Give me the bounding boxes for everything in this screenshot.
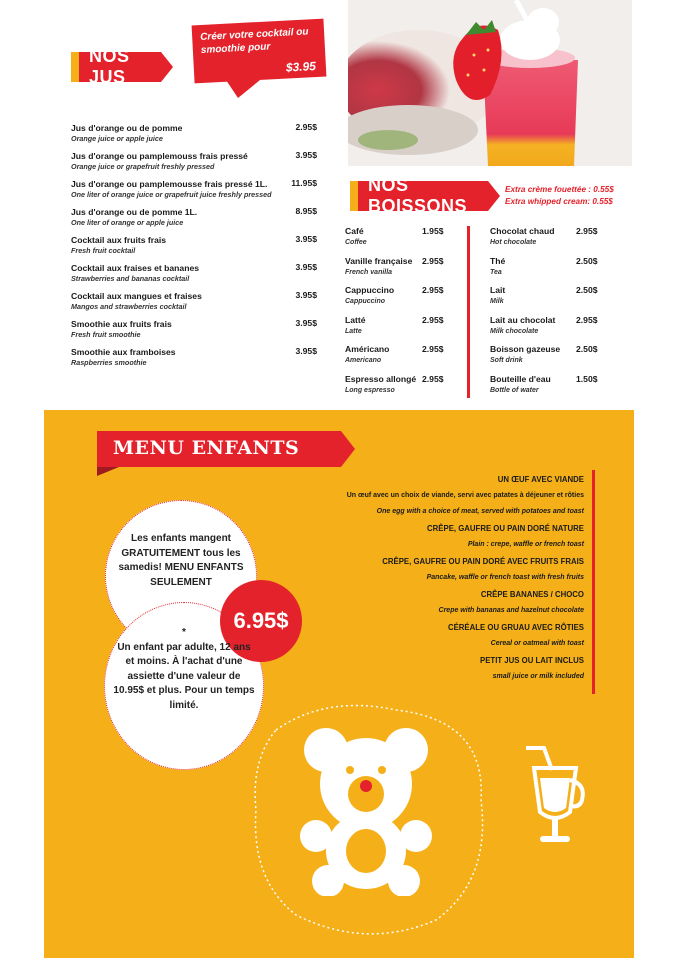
juice-name-fr: Smoothie aux fruits frais	[71, 319, 172, 329]
beverage-item	[345, 226, 449, 256]
smoothie-illustration	[348, 0, 632, 166]
juice-name-fr: Smoothie aux framboises	[71, 347, 176, 357]
beverage-name-fr: Américano	[345, 344, 390, 355]
beverage-price: 2.95$	[422, 314, 444, 325]
kids-conditions: Un enfant par adulte, 12 ans et moins. À l'achat d'une assiette d'une valeur de 10.95$ et plus. Pour un temps limité.	[113, 641, 255, 711]
beverage-price: 2.95$	[576, 226, 598, 236]
beverage-price: 2.50$	[576, 344, 598, 355]
juice-item	[71, 290, 321, 318]
beverage-name-en: Tea	[490, 268, 502, 276]
extra-cream-fr: Extra crème fouettée : 0.55$	[505, 185, 614, 194]
kids-menu-item-desc-en: Cereal or oatmeal with toast	[490, 640, 584, 647]
beverage-list-left	[345, 226, 449, 404]
juice-name-en: Fresh fruit smoothie	[71, 330, 141, 339]
beverage-price: 2.95$	[422, 344, 444, 355]
beverage-name-en: French vanilla	[345, 268, 393, 276]
kids-menu-item-desc-en: small juice or milk included	[492, 673, 584, 680]
kids-menu-item-title: CRÊPE, GAUFRE OU PAIN DORÉ NATURE	[427, 524, 584, 533]
promo-tail	[226, 80, 260, 98]
beverage-price: 2.95$	[422, 373, 444, 384]
kids-free-line: Les enfants mangent GRATUITEMENT tous les samedis! MENU ENFANTS SEULEMENT	[118, 533, 244, 588]
beverage-name-en: Cappuccino	[345, 298, 386, 306]
juice-name-en: Fresh fruit cocktail	[71, 246, 136, 255]
kids-menu-item-title: UN ŒUF AVEC VIANDE	[497, 475, 584, 484]
menu-enfants-title: MENU ENFANTS	[113, 437, 300, 459]
juice-name-en: Orange juice or grapefruit freshly pressed	[71, 162, 215, 171]
kids-menu-item-desc-en: Plain : crepe, waffle or french toast	[467, 541, 584, 548]
beverage-name-en: Americano	[345, 357, 382, 365]
beverage-item	[345, 256, 449, 286]
juice-name-fr: Jus d'orange ou de pomme 1L.	[71, 207, 198, 217]
kids-free-text	[112, 532, 250, 590]
beverage-divider	[467, 226, 470, 398]
beverage-name-en: Latte	[345, 327, 362, 335]
beverage-name-fr: Café	[345, 226, 364, 236]
beverage-name-en: Milk	[490, 298, 504, 306]
beverage-item	[490, 226, 610, 256]
juice-price: 3.95$	[295, 290, 317, 300]
beverage-name-en: Soft drink	[490, 357, 523, 365]
beverage-name-fr: Lait	[490, 285, 506, 296]
beverage-price: 2.95$	[422, 285, 444, 296]
beverage-name-fr: Chocolat chaud	[490, 226, 555, 236]
juice-name-fr: Jus d'orange ou de pomme	[71, 123, 183, 133]
kids-menu-item-desc-en: One egg with a choice of meat, served with potatoes and toast	[376, 508, 584, 515]
beverage-item	[490, 285, 610, 315]
kids-menu-item-desc-fr: Un œuf avec un choix de viande, servi avec patates à déjeuner et rôties	[346, 492, 584, 499]
juice-item	[71, 318, 321, 346]
beverage-item	[490, 315, 610, 345]
smoothie-photo	[348, 0, 632, 166]
juice-price: 3.95$	[295, 150, 317, 160]
beverage-price: 2.95$	[422, 255, 444, 266]
beverage-name-fr: Boisson gazeuse	[490, 344, 561, 355]
beverage-name-en: Milk chocolate	[490, 327, 539, 335]
juice-name-en: Mangos and strawberries cocktail	[71, 302, 187, 311]
kids-menu-item-desc-en: Crepe with bananas and hazelnut chocolate	[438, 607, 584, 614]
kids-star: *	[182, 627, 186, 638]
beverage-item	[490, 344, 610, 374]
juice-price: 3.95$	[295, 346, 317, 356]
kids-menu-item-title: PETIT JUS OU LAIT INCLUS	[480, 656, 584, 665]
beverage-name-fr: Vanille française	[345, 255, 413, 266]
beverage-name-fr: Espresso allongé	[345, 373, 417, 384]
beverage-price: 2.50$	[576, 255, 598, 266]
beverage-item	[490, 256, 610, 286]
juice-price: 8.95$	[295, 206, 317, 216]
nos-boissons-title: NOS BOISSONS	[368, 175, 468, 216]
nos-boissons-banner	[350, 175, 488, 216]
menu-enfants-banner	[97, 431, 341, 467]
beverage-price: 1.95$	[422, 226, 444, 236]
beverage-name-fr: Thé	[490, 255, 506, 266]
juice-name-en: Strawberries and bananas cocktail	[71, 274, 190, 283]
beverage-name-en: Bottle of water	[490, 386, 539, 394]
juice-item	[71, 346, 321, 374]
beverage-name-fr: Bouteille d'eau	[490, 373, 551, 384]
juice-item	[71, 262, 321, 290]
promo-text: Créer votre cocktail ou smoothie pour	[199, 26, 309, 57]
kids-menu-item-desc-en: Pancake, waffle or french toast with fresh fruits	[426, 574, 584, 581]
promo-cocktail	[192, 19, 327, 84]
juice-name-fr: Jus d'orange ou pamplemouss frais pressé	[71, 151, 248, 161]
kids-menu-item-title: CRÊPE, GAUFRE OU PAIN DORÉ AVEC FRUITS FRAIS	[382, 557, 584, 566]
juice-name-en: One liter of orange or apple juice	[71, 218, 184, 227]
juice-name-fr: Cocktail aux fraises et bananes	[71, 263, 200, 273]
kids-conditions-text	[112, 626, 256, 713]
kids-menu-divider	[592, 470, 595, 694]
juice-item	[71, 150, 321, 178]
beverage-price: 2.95$	[576, 314, 598, 325]
juice-list	[71, 122, 321, 374]
juice-item	[71, 234, 321, 262]
beverage-item	[345, 285, 449, 315]
kids-price: 6.95$	[233, 608, 289, 633]
juice-price: 3.95$	[295, 262, 317, 272]
beverage-name-en: Long espresso	[345, 386, 395, 394]
beverage-list-right	[490, 226, 610, 404]
juice-name-en: One liter of orange juice or grapefruit juice freshly pressed	[71, 190, 272, 199]
juice-price: 11.95$	[291, 178, 317, 188]
promo-price: $3.95	[285, 59, 317, 75]
beverage-name-fr: Latté	[345, 314, 366, 325]
extra-cream	[505, 184, 614, 208]
teddy-bear-icon	[300, 726, 432, 896]
milkshake-icon	[520, 744, 590, 848]
beverage-item	[490, 374, 610, 404]
juice-item	[71, 178, 321, 206]
kids-menu-item-title: CÉRÉALE OU GRUAU AVEC RÔTIES	[447, 623, 584, 632]
juice-name-en: Orange juice or apple juice	[71, 134, 163, 143]
nos-jus-title: NOS JUS	[89, 46, 130, 87]
juice-name-fr: Cocktail aux mangues et fraises	[71, 291, 202, 301]
beverage-name-en: Coffee	[345, 239, 367, 246]
beverage-item	[345, 374, 449, 404]
juice-name-fr: Cocktail aux fruits frais	[71, 235, 167, 245]
nos-jus-banner	[71, 46, 161, 87]
juice-item	[71, 206, 321, 234]
beverage-item	[345, 315, 449, 345]
beverage-price: 1.50$	[576, 373, 598, 384]
beverage-name-en: Hot chocolate	[490, 239, 537, 246]
juice-price: 3.95$	[295, 234, 317, 244]
kids-menu-list	[294, 474, 584, 688]
beverage-name-fr: Lait au chocolat	[490, 314, 556, 325]
juice-price: 3.95$	[295, 318, 317, 328]
juice-name-en: Raspberries smoothie	[71, 358, 147, 367]
juice-item	[71, 122, 321, 150]
juice-price: 2.95$	[295, 122, 317, 132]
beverage-item	[345, 344, 449, 374]
beverage-name-fr: Cappuccino	[345, 285, 395, 296]
juice-name-fr: Jus d'orange ou pamplemousse frais pressé 1L.	[71, 179, 268, 189]
extra-cream-en: Extra whipped cream: 0.55$	[505, 197, 613, 206]
kids-menu-item-title: CRÊPE BANANES / CHOCO	[480, 590, 584, 599]
beverage-price: 2.50$	[576, 285, 598, 296]
